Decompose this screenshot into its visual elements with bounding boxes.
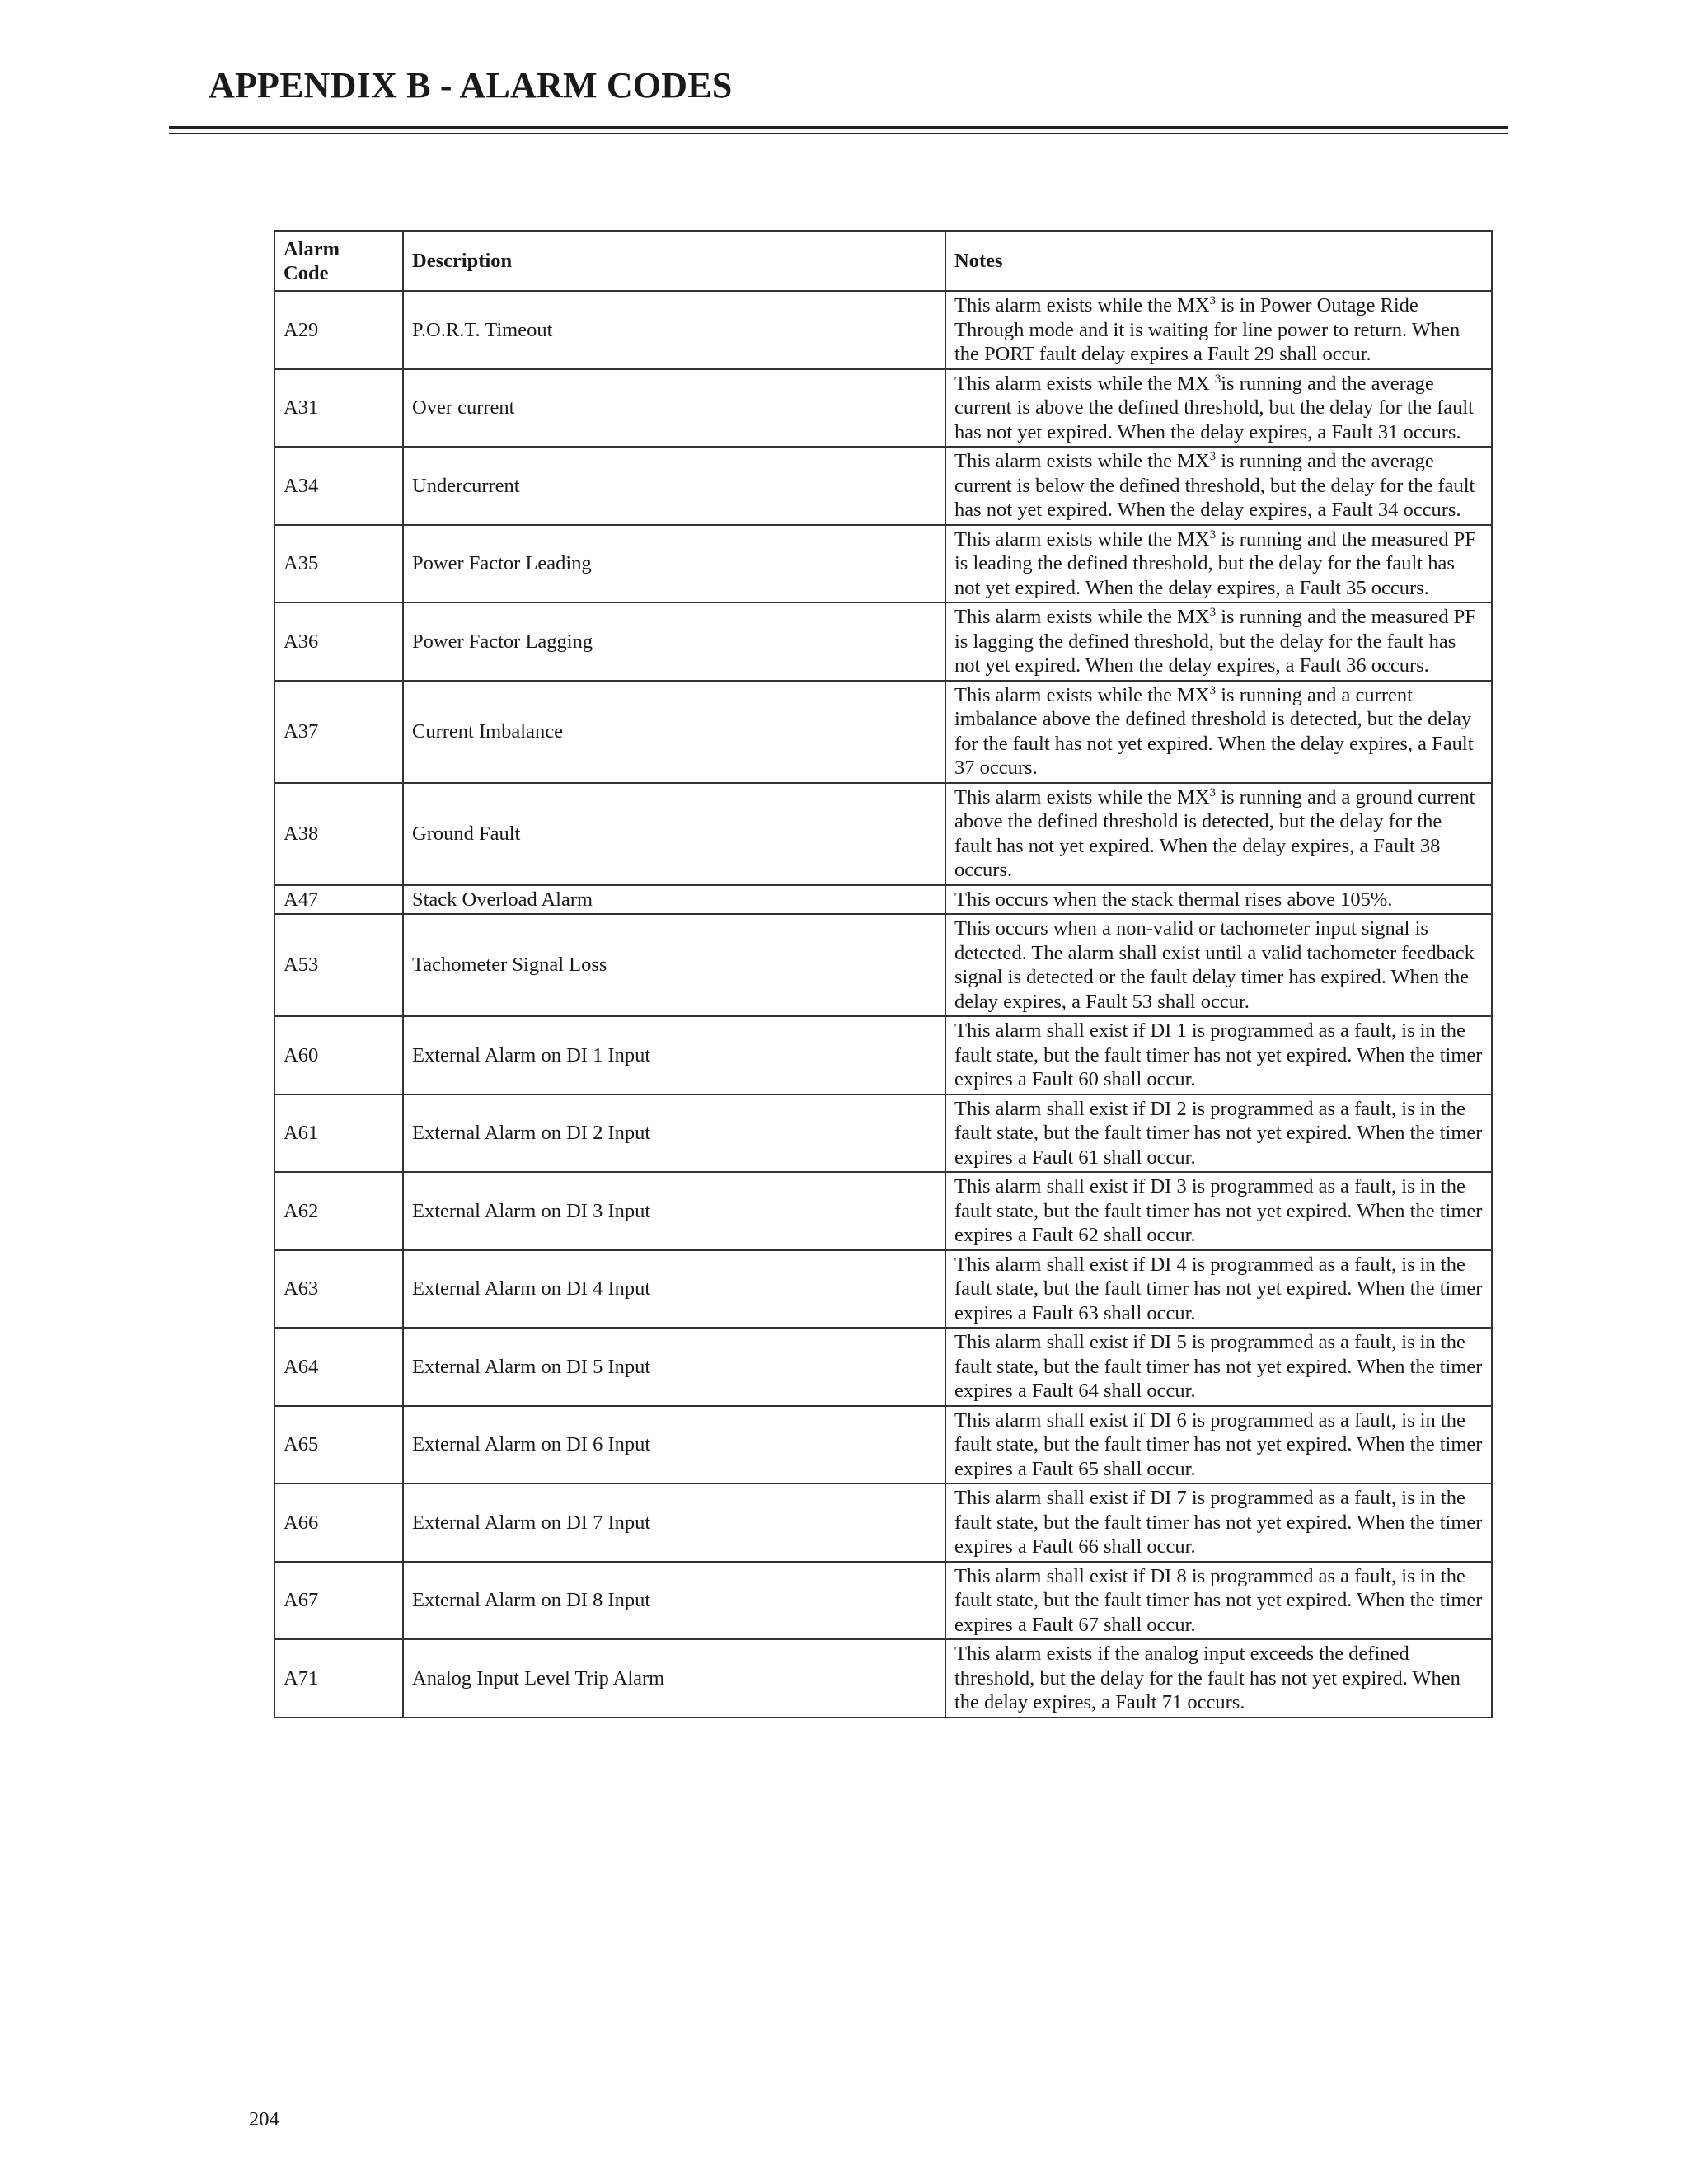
alarm-description-cell: External Alarm on DI 8 Input [403,1562,945,1640]
alarm-code-cell: A47 [274,885,403,915]
page-number: 204 [249,2108,279,2130]
header-rule-bottom [169,133,1508,134]
alarm-notes-cell: This alarm shall exist if DI 8 is programmed as a fault, is in the fault state, but the fault timer has not yet expired. When the timer expires a Fault 67 shall occur. [945,1562,1492,1640]
alarm-description-cell: External Alarm on DI 3 Input [403,1172,945,1250]
table-row [274,1406,1492,1484]
alarm-code-cell: A35 [274,525,403,603]
table-row [274,681,1492,783]
alarm-description-cell: Ground Fault [403,783,945,885]
table-row [274,1016,1492,1094]
alarm-code-cell: A63 [274,1250,403,1329]
alarm-code-cell: A66 [274,1483,403,1562]
alarm-code-cell: A29 [274,291,403,369]
column-header-notes: Notes [945,231,1492,291]
column-header-alarm-code: Alarm Code [274,231,403,291]
alarm-notes-cell: This alarm exists while the $MX^3$ is in Power Outage Ride Through mode and it is waiting for line power to return. When the PORT fault delay expires a Fault 29 shall occur. [945,291,1492,369]
alarm-code-cell: A65 [274,1406,403,1484]
header-rule-top [169,126,1508,129]
alarm-notes-cell: This alarm exists while the $MX^3$ is running and the measured PF is leading the defined threshold, but the delay for the fault has not yet expired. When the delay expires, a Fault 35 occurs. [945,525,1492,603]
alarm-description-cell: External Alarm on DI 4 Input [403,1250,945,1329]
alarm-code-cell: A38 [274,783,403,885]
alarm-description-cell: Undercurrent [403,447,945,525]
alarm-codes-table [274,230,1493,1718]
alarm-code-cell: A37 [274,681,403,783]
alarm-notes-cell: This alarm shall exist if DI 4 is programmed as a fault, is in the fault state, but the fault timer has not yet expired. When the timer expires a Fault 63 shall occur. [945,1250,1492,1329]
alarm-description-cell: Current Imbalance [403,681,945,783]
alarm-description-cell: External Alarm on DI 5 Input [403,1328,945,1406]
alarm-description-cell: Tachometer Signal Loss [403,914,945,1016]
table-row [274,1328,1492,1406]
alarm-notes-cell: This alarm exists while the $MX^3$ is running and a ground current above the defined threshold is detected, but the delay for the fault has not yet expired. When the delay expires, a Fault 38 occurs. [945,783,1492,885]
alarm-notes-cell: This alarm shall exist if DI 1 is programmed as a fault, is in the fault state, but the fault timer has not yet expired. When the timer expires a Fault 60 shall occur. [945,1016,1492,1094]
table-header-row [274,231,1492,291]
column-header-description: Description [403,231,945,291]
alarm-description-cell: Power Factor Lagging [403,602,945,681]
table-row [274,447,1492,525]
alarm-description-cell: P.O.R.T. Timeout [403,291,945,369]
page-title: APPENDIX B - ALARM CODES [209,65,733,105]
alarm-notes-cell: This alarm shall exist if DI 2 is programmed as a fault, is in the fault state, but the fault timer has not yet expired. When the timer expires a Fault 61 shall occur. [945,1094,1492,1173]
alarm-description-cell: Over current [403,369,945,448]
table-row [274,369,1492,448]
alarm-notes-cell: This alarm shall exist if DI 3 is programmed as a fault, is in the fault state, but the fault timer has not yet expired. When the timer expires a Fault 62 shall occur. [945,1172,1492,1250]
alarm-code-cell: A67 [274,1562,403,1640]
table-row [274,602,1492,681]
table-row [274,1639,1492,1718]
alarm-description-cell: Power Factor Leading [403,525,945,603]
table-row [274,783,1492,885]
alarm-notes-cell: This alarm exists while the $MX^3$ is running and the average current is below the defined threshold, but the delay for the fault has not yet expired. When the delay expires, a Fault 34 occurs. [945,447,1492,525]
table-row [274,1172,1492,1250]
alarm-code-cell: A62 [274,1172,403,1250]
alarm-description-cell: External Alarm on DI 7 Input [403,1483,945,1562]
alarm-notes-cell: This alarm exists while the MX $^3$is running and the average current is above the defined threshold, but the delay for the fault has not yet expired. When the delay expires, a Fault 31 occurs. [945,369,1492,448]
table-row [274,291,1492,369]
alarm-description-cell: External Alarm on DI 1 Input [403,1016,945,1094]
alarm-notes-cell: This alarm shall exist if DI 7 is programmed as a fault, is in the fault state, but the fault timer has not yet expired. When the timer expires a Fault 66 shall occur. [945,1483,1492,1562]
alarm-description-cell: External Alarm on DI 2 Input [403,1094,945,1173]
alarm-code-cell: A61 [274,1094,403,1173]
alarm-code-cell: A34 [274,447,403,525]
alarm-code-cell: A64 [274,1328,403,1406]
alarm-description-cell: Analog Input Level Trip Alarm [403,1639,945,1718]
alarm-notes-cell: This alarm shall exist if DI 6 is programmed as a fault, is in the fault state, but the fault timer has not yet expired. When the timer expires a Fault 65 shall occur. [945,1406,1492,1484]
alarm-code-cell: A53 [274,914,403,1016]
table-row [274,1562,1492,1640]
alarm-notes-cell: This occurs when a non-valid or tachometer input signal is detected. The alarm shall exist until a valid tachometer feedback signal is detected or the fault delay timer has expired. When the delay expires, a Fault 53 shall occur. [945,914,1492,1016]
alarm-description-cell: Stack Overload Alarm [403,885,945,915]
table-row [274,1483,1492,1562]
table-row [274,1094,1492,1173]
alarm-notes-cell: This alarm shall exist if DI 5 is programmed as a fault, is in the fault state, but the fault timer has not yet expired. When the timer expires a Fault 64 shall occur. [945,1328,1492,1406]
alarm-notes-cell: This occurs when the stack thermal rises above 105%. [945,885,1492,915]
alarm-notes-cell: This alarm exists if the analog input exceeds the defined threshold, but the delay for the fault has not yet expired. When the delay expires, a Fault 71 occurs. [945,1639,1492,1718]
table-row [274,525,1492,603]
alarm-code-cell: A31 [274,369,403,448]
alarm-notes-cell: This alarm exists while the $MX^3$ is running and the measured PF is lagging the defined threshold, but the delay for the fault has not yet expired. When the delay expires, a Fault 36 occurs. [945,602,1492,681]
alarm-code-cell: A60 [274,1016,403,1094]
alarm-code-cell: A36 [274,602,403,681]
alarm-description-cell: External Alarm on DI 6 Input [403,1406,945,1484]
table-row [274,885,1492,915]
table-row [274,914,1492,1016]
table-row [274,1250,1492,1329]
alarm-notes-cell: This alarm exists while the $MX^3$ is running and a current imbalance above the defined threshold is detected, but the delay for the fault has not yet expired. When the delay expires, a Fault 37 occurs. [945,681,1492,783]
alarm-table-body [274,291,1492,1718]
alarm-code-cell: A71 [274,1639,403,1718]
